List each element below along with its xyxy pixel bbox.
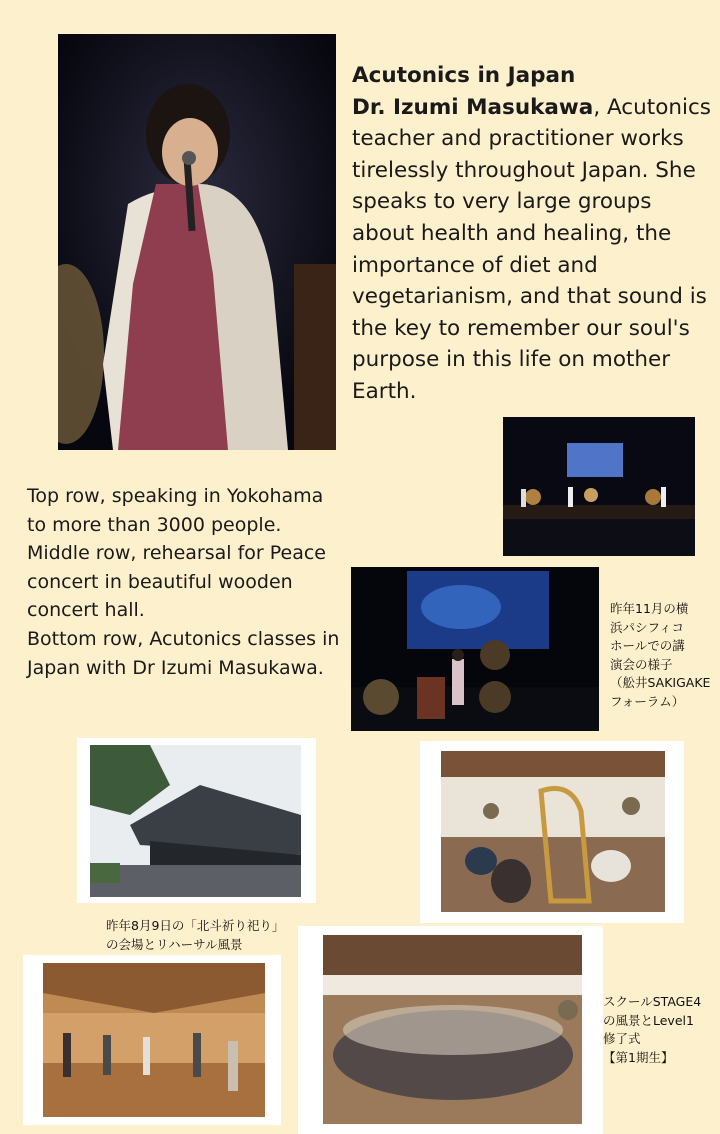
group-class-photo [323, 935, 582, 1124]
hall-exterior-photo [90, 745, 301, 897]
jp-caption-school: スクールSTAGE4 の風景とLevel1 修了式 【第1期生】 [603, 994, 702, 1065]
page-heading: Acutonics in Japan [352, 63, 576, 88]
speaker-portrait-photo [58, 34, 336, 450]
yokohama-stage-photo [351, 567, 599, 731]
intro-paragraph [352, 92, 712, 408]
intro-text-block [352, 60, 712, 408]
jp-caption-hokuto: 昨年8月9日の「北斗祈り祀り」 の会場とリハーサル風景 [106, 918, 285, 952]
rehearsal-hall-photo [43, 963, 265, 1117]
intro-name: Dr. Izumi Masukawa [352, 94, 594, 120]
caption-line: Middle row, rehearsal for Peace concert in beautiful wooden concert hall. [27, 542, 326, 622]
caption-line: Bottom row, Acutonics classes in Japan with Dr Izumi Masukawa. [27, 627, 340, 679]
jp-caption-yokohama: 昨年11月の横 浜パシフィコ ホールでの講 演会の様子 （舩井SAKIGAKE フォーラム） [610, 601, 711, 709]
classroom-harp-photo [441, 751, 665, 912]
intro-description: , Acutonics teacher and practitioner works tirelessly throughout Japan. She speaks to very large groups about health and healing, the importance of diet and vegetarianism, and that sound is the key to remember our soul's purpose in this life on mother Earth. [352, 94, 711, 404]
english-caption [27, 482, 347, 682]
stage-wide-photo [503, 417, 695, 556]
caption-line: Top row, speaking in Yokohama to more than 3000 people. [27, 485, 324, 536]
